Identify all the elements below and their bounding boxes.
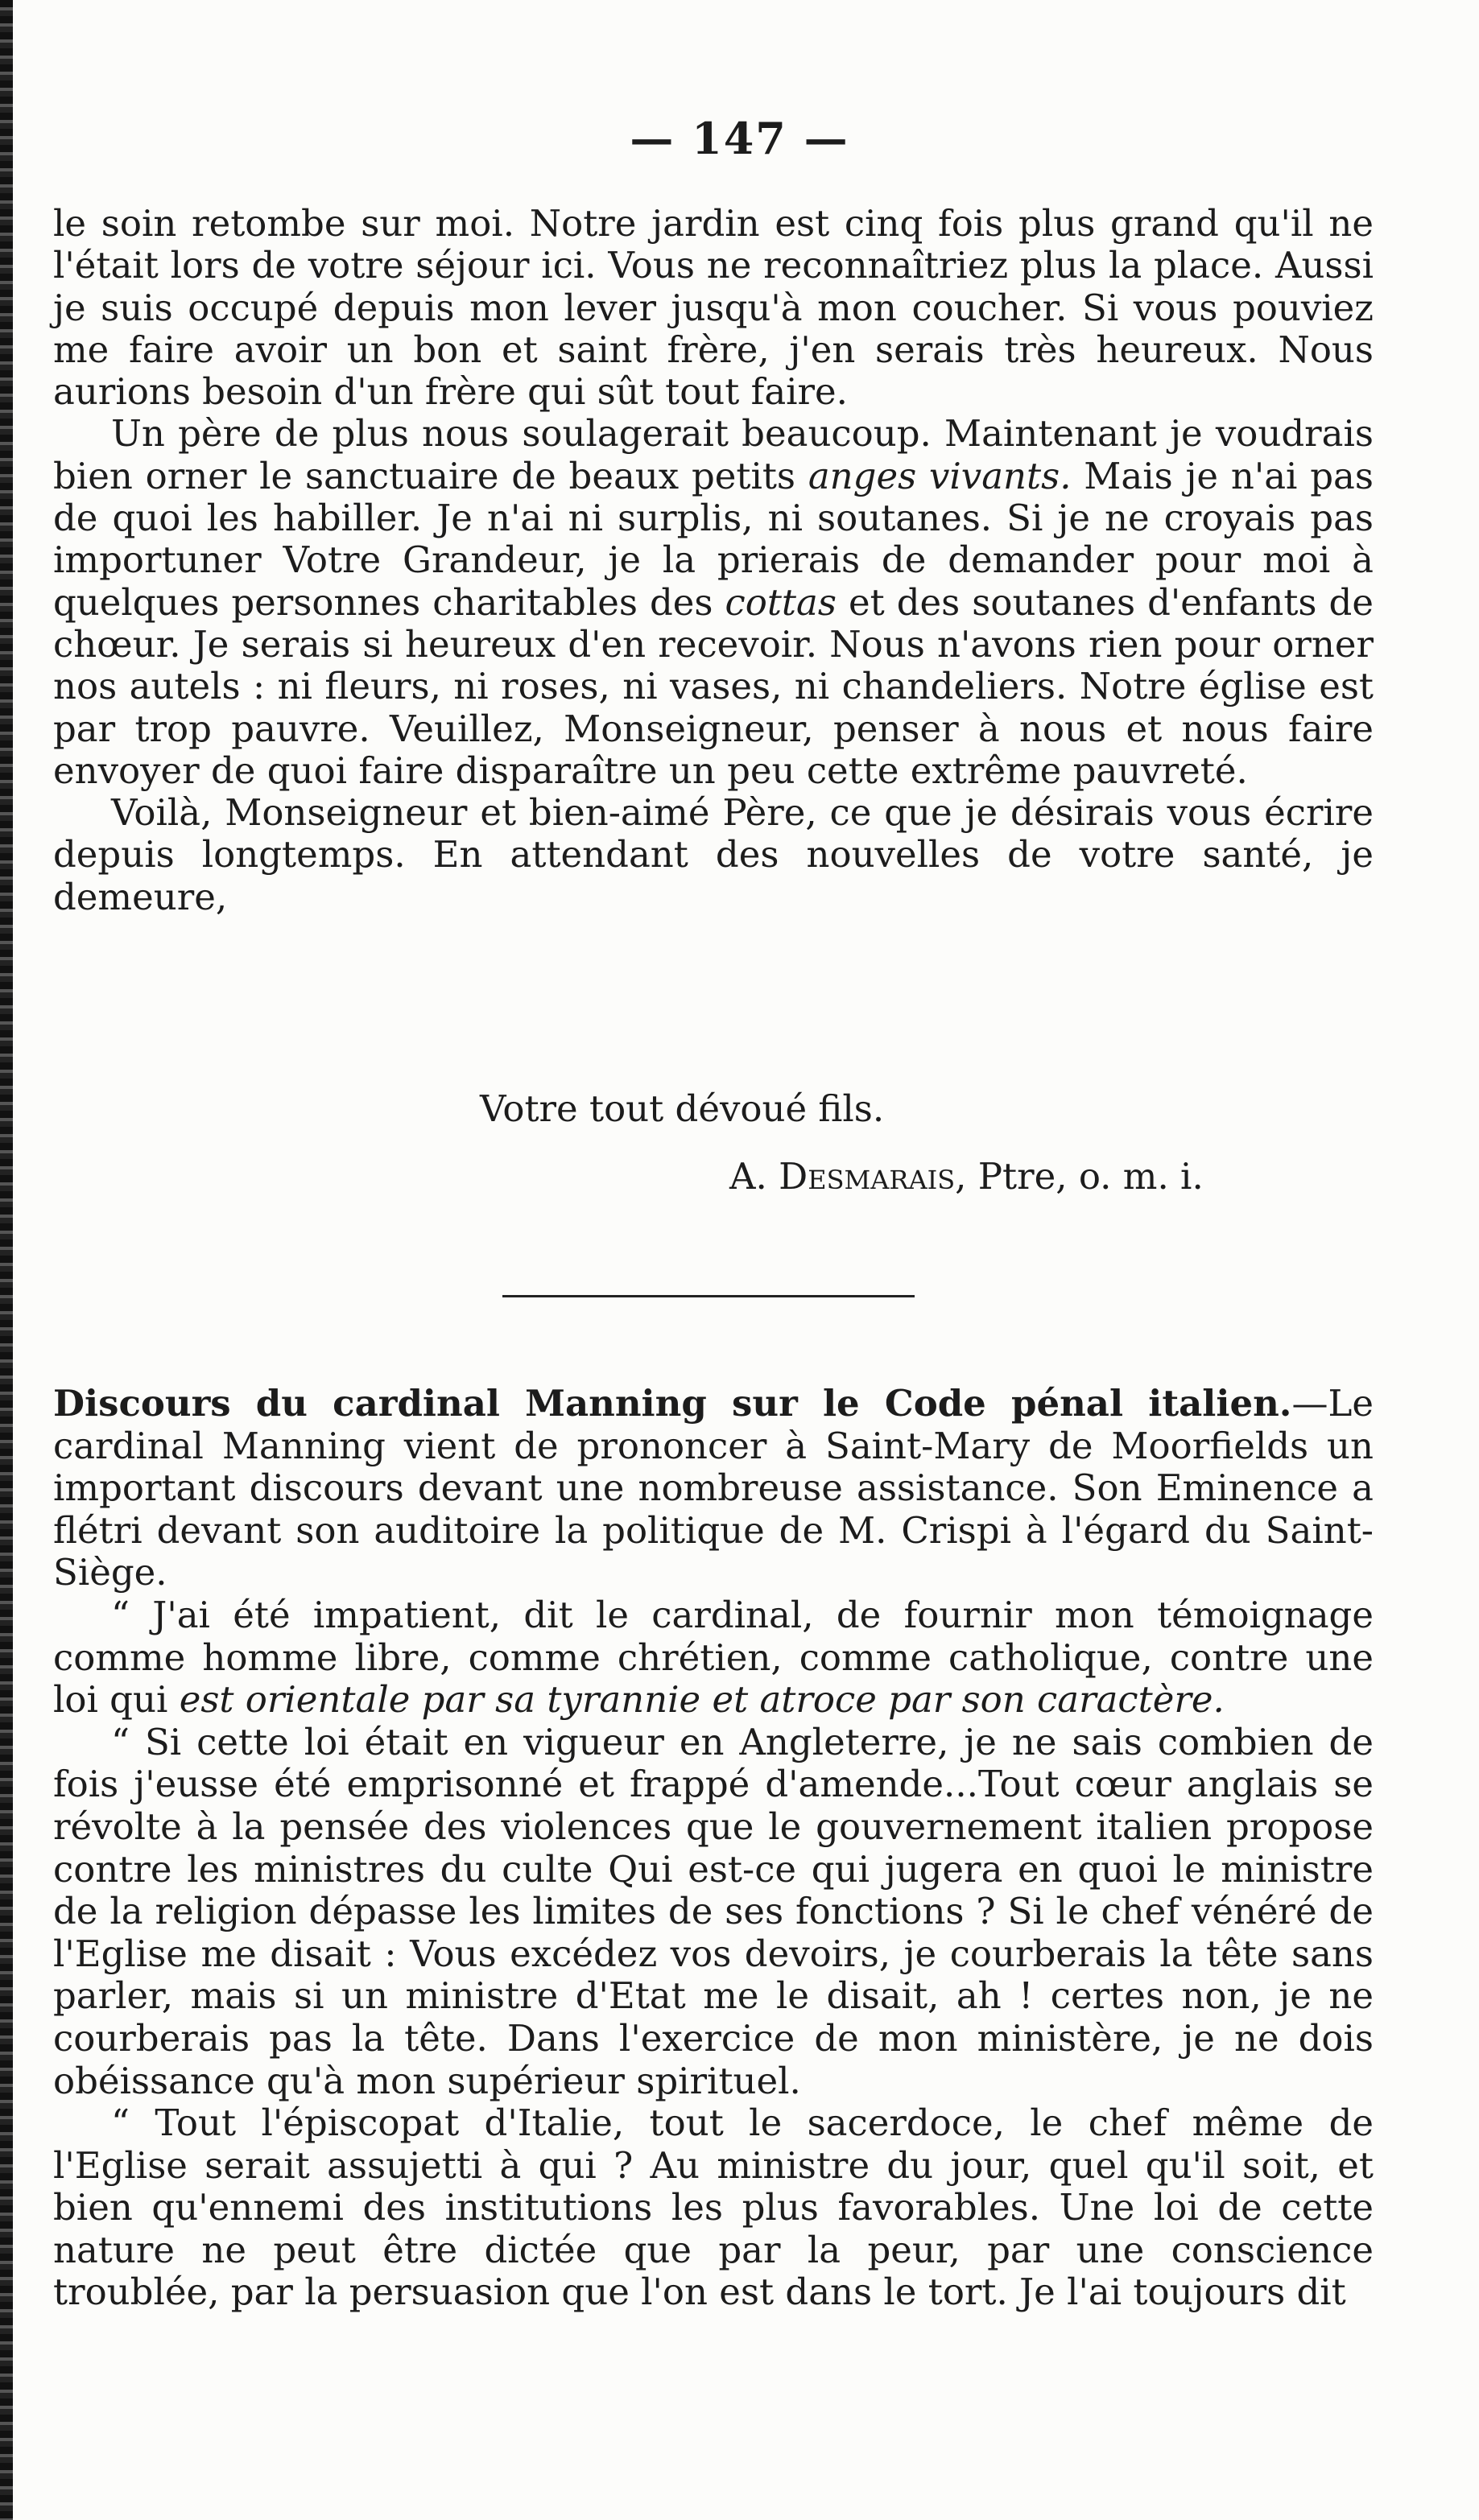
letter-text: et des soutanes d'enfants de chœur. Je serais si heureux d'en recevoir. Nous n'avons rien pour orner nos autels : ni fleurs, ni roses, ni vases, ni chandeliers. Notre église est par trop pauvre. Veuillez, Monseigneur, penser à nous et nous faire envoyer de quoi faire disparaître un peu cette extrême pauvreté. xyxy=(53,580,1374,792)
article-paragraph xyxy=(53,1594,1374,1722)
letter-body xyxy=(53,203,1374,918)
article-paragraph xyxy=(53,1383,1374,1594)
signature-initial: A. xyxy=(729,1155,767,1198)
letter-closing: Votre tout dévoué fils. xyxy=(480,1087,885,1130)
letter-paragraph xyxy=(53,413,1374,792)
article-body xyxy=(53,1383,1374,2314)
signature-name: Desmarais xyxy=(779,1155,956,1198)
letter-text: Mais je n'ai pas de quoi les habiller. Je n'ai ni surplis, ni soutanes. Si je ne croyais pas importuner Votre Grandeur, je la prierais de demander pour moi à quelques personnes charitables des xyxy=(53,454,1374,624)
signature-title: , Ptre, o. m. i. xyxy=(955,1155,1204,1198)
page-binding-edge xyxy=(0,0,13,2520)
article-lead: —Le cardinal Manning vient de prononcer à Saint-Mary de Moorfields un important discours devant une nombreuse assistance. Son Eminence a flétri devant son auditoire la politique de M. Crispi à l'égard du Saint-Siège. xyxy=(53,1382,1374,1594)
letter-paragraph: le soin retombe sur moi. Notre jardin est cinq fois plus grand qu'il ne l'était lors de votre séjour ici. Vous ne reconnaîtriez plus la place. Aussi je suis occupé depuis mon lever jusqu'à mon coucher. Si vous pouviez me faire avoir un bon et saint frère, j'en serais très heureux. Nous aurions besoin d'un frère qui sût tout faire. xyxy=(53,202,1374,414)
article-italic-text: est orientale par sa tyrannie et atroce par son caractère. xyxy=(179,1678,1225,1722)
article-text: “ J'ai été impatient, dit le cardinal, de fournir mon témoignage comme homme libre, comme chrétien, comme catholique, contre une loi qui xyxy=(53,1593,1374,1722)
letter-italic-text: anges vivants. xyxy=(808,454,1072,497)
letter-text: Un père de plus nous soulagerait beaucoup. Maintenant je voudrais bien orner le sanctuaire de beaux petits xyxy=(53,412,1374,497)
page-number: — 147 — xyxy=(630,113,849,164)
letter-italic-text: cottas xyxy=(725,580,837,624)
article-headline: Discours du cardinal Manning sur le Code pénal italien. xyxy=(53,1382,1292,1425)
letter-paragraph: Voilà, Monseigneur et bien-aimé Père, ce que je désirais vous écrire depuis longtemps. En attendant des nouvelles de votre santé, je demeure, xyxy=(53,791,1374,918)
article-paragraph: “ Si cette loi était en vigueur en Angleterre, je ne sais combien de fois j'eusse été emprisonné et frappé d'amende...Tout cœur anglais se révolte à la pensée des violences que le gouvernement italien propose contre les ministres du culte Qui est-ce qui jugera en quoi le ministre de la religion dépasse les limites de ses fonctions ? Si le chef vénéré de l'Eglise me disait : Vous excédez vos devoirs, je courberais la tête sans parler, mais si un ministre d'Etat me le disait, ah ! certes non, je ne courberais pas la tête. Dans l'exercice de mon ministère, je ne dois obéissance qu'à mon supérieur spirituel. xyxy=(53,1720,1374,2102)
letter-signature xyxy=(729,1156,1204,1198)
article-paragraph: “ Tout l'épiscopat d'Italie, tout le sacerdoce, le chef même de l'Eglise serait assujetti à qui ? Au ministre du jour, quel qu'il soit, et bien qu'ennemi des institutions les plus favorables. Une loi de cette nature ne peut être dictée que par la peur, par une conscience troublée, par la persuasion que l'on est dans le tort. Je l'ai toujours dit xyxy=(53,2101,1374,2314)
section-divider xyxy=(502,1295,915,1297)
